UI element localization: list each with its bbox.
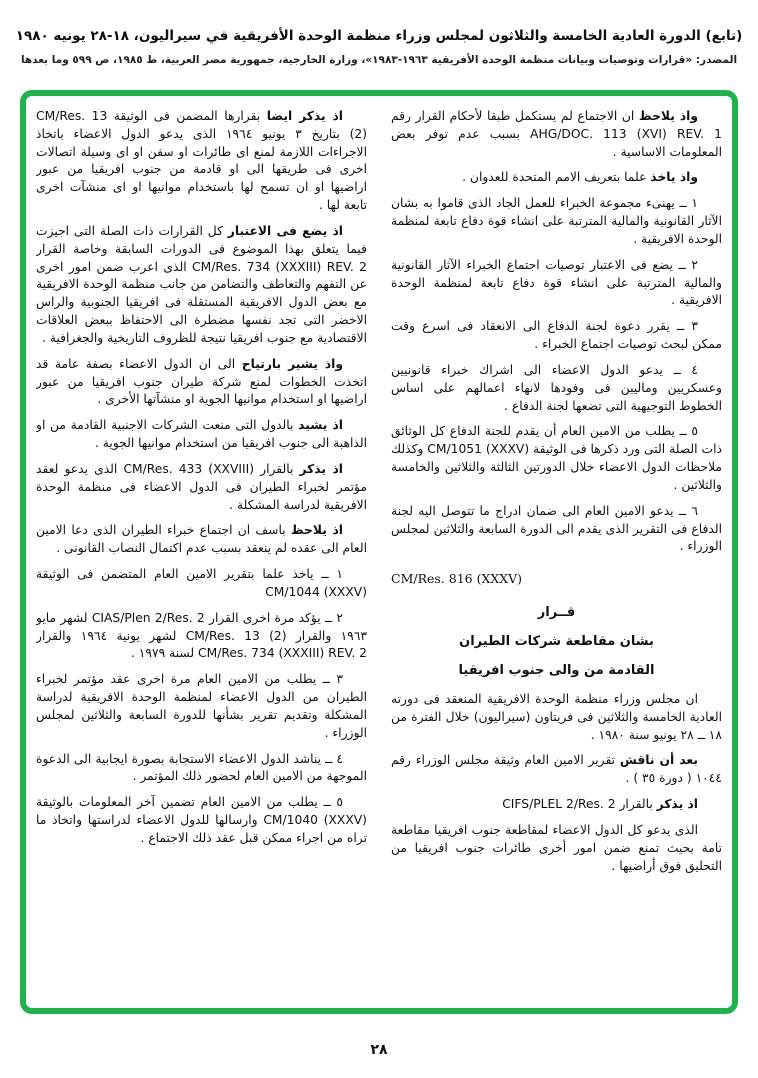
paragraph-lead: اذ يضع فى الاعتبار — [227, 223, 343, 238]
paragraph-text: ٣ ــ يطلب من الامين العام مرة اخرى عقد مؤتمر لخبراء الطيران من الدول الاعضاء لمنظمة الوحدة الافريقية لدراسة المشكلة وتقديم تقرير بشأنها للدورة السابعة والثلاثين لمجلس الوزراء . — [36, 672, 367, 740]
paragraph-text: ٥ ــ يطلب من الامين العام أن يقدم للجنة الدفاع كل الوثائق ذات الصلة التى ورد ذكرها فى الوثيقة CM/1051 (XXXV) وكذلك ملاحظات الدول الاعضاء خلال الدورتين الثالثة والثلاثين والخامسة والثلاثين . — [391, 424, 722, 492]
paragraph-text: ٤ ــ يدعو الدول الاعضاء الى اشراك خبراء قانونيين وعسكريين وماليين فى وفودها لانهاء اعمالهم على اساس الخطوط التوجيهية التى تضعها لجنة الدفاع . — [391, 362, 722, 413]
paragraph-text: ٤ ــ يناشد الدول الاعضاء الاستجابة بصورة ايجابية الى الدعوة الموجهة من الامين العام لحضور ذلك المؤتمر . — [36, 751, 367, 784]
paragraph-text: CM/Res. 816 (XXXV) — [391, 571, 523, 587]
paragraph — [36, 610, 367, 663]
paragraph-text: بقرارها المضمن فى الوثيقة CM/Res. 13 (2) بتاريخ ٣ يونيو ١٩٦٤ الذى يدعو الدول الاعضاء باتخاذ الاجراءات اللازمة لمنع اى طائرات او سفن او اى وسيلة اتصالات اخرى فى طريقها الى او قادمة من جنوب افريقيا من عبور اراضيها او ان تسمح لها باستخدام موانيها او اى منشآت اخرى تابعة لها . — [36, 109, 367, 213]
page-number: ٢٨ — [370, 1042, 388, 1058]
document-header-title: (تابع) الدورة العادية الخامسة والثلاثون لمجلس وزراء منظمة الوحدة الأفريقية في سيراليون، ١٨-٢٨ يونيه ١٩٨٠ — [15, 28, 743, 44]
paragraph-lead: واذ ياخذ — [650, 170, 698, 185]
paragraph — [36, 751, 367, 787]
resolution-heading — [391, 633, 722, 652]
paragraph-lead: واذ يشير بارتياح — [241, 356, 343, 371]
paragraph-text: علما بتعريف الامم المتحدة للعدوان . — [462, 170, 651, 185]
paragraph — [391, 796, 722, 814]
paragraph-lead: اذ يذكر ايضا — [266, 109, 343, 123]
paragraph-lead: اذ يشيد — [298, 418, 343, 433]
paragraph-text: ١ ــ يهنىء مجموعة الخبراء للعمل الجاد الذى قاموا به بشان الآثار القانونية والمالية المترتبة على انشاء قوة دفاع تابعة لمنظمة الوحدة الافريقية . — [391, 196, 722, 246]
paragraph — [391, 169, 722, 187]
paragraph-text: ٢ ــ يؤكد مرة اخرى القرار CIAS/Plen 2/Res. 2 لشهر مايو ١٩٦٣ والقرار CM/Res. 13 (2) لشهر يونية ١٩٦٤ والقرار CM/Res. 734 (XXXIII) REV. 2 لسنة ١٩٧٩ . — [36, 610, 367, 661]
paragraph — [391, 318, 722, 354]
paragraph — [36, 356, 367, 409]
document-header-source: المصدر: «قرارات وتوصيات وبيانات منظمة الوحدة الأفريقية ١٩٦٣-١٩٨٣»، وزارة الخارجية، جمهورية مصر العربية، ط ١٩٨٥، ص ٥٩٩ وما بعدها — [20, 54, 738, 66]
paragraph — [36, 461, 367, 514]
paragraph-lead: اذ يلاحظ — [290, 523, 343, 538]
resolution-heading — [391, 604, 722, 623]
paragraph-text: بالدول التى منعت الشركات الاجنبية القادمة من او الذاهبة الى جنوب افريقيا من استخدام موانيها الجوية . — [36, 418, 367, 451]
paragraph — [391, 691, 722, 744]
column-left — [36, 108, 367, 998]
document-columns — [36, 108, 722, 998]
paragraph — [36, 522, 367, 558]
paragraph-text: ٥ ــ يطلب من الامين العام تضمين آخر المعلومات بالوثيقة CM/1040 (XXXV) وارسالها للدول الاعضاء لدراستها واتخاذ ما تراه من اجراء ممكن قبل عقد ذلك الاجتماع . — [36, 795, 367, 845]
paragraph-text: ١ ــ ياخذ علما بتقرير الامين العام المتضمن فى الوثيقة CM/1044 (XXXV) — [36, 567, 367, 599]
paragraph — [36, 223, 367, 348]
paragraph — [391, 257, 722, 310]
paragraph-text: بالقرار CIFS/PLEL 2/Res. 2 — [502, 797, 657, 812]
paragraph — [36, 417, 367, 453]
paragraph-text: ان الاجتماع لم يستكمل طبقا لأحكام القرار رقم AHG/DOC. 113 (XVI) REV. 1 بسبب عدم توفر بعض المعلومات الاساسية . — [391, 109, 722, 159]
paragraph-text: ٦ ــ يدعو الامين العام الى ضمان ادراج ما تتوصل اليه لجنة الدفاع فى التقرير الذى يقدم الى الدورة السابعة والثلاثين لمجلس الوزراء . — [391, 503, 722, 554]
resolution-code — [391, 570, 722, 588]
paragraph — [391, 362, 722, 415]
paragraph-text: ٣ ــ يقرر دعوة لجنة الدفاع الى الانعقاد فى اسرع وقت ممكن لبحث توصيات اجتماع الخبراء . — [391, 319, 722, 352]
paragraph-text: ٢ ــ يضع فى الاعتبار توصيات اجتماع الخبراء الآثار القانونية والمالية المترتبة على انشاء قوة دفاع تابعة لمنظمة الوحدة الافريقية . — [391, 257, 722, 308]
column-right — [391, 108, 722, 998]
paragraph — [391, 195, 722, 248]
paragraph — [391, 822, 722, 875]
paragraph — [36, 671, 367, 742]
paragraph-text: الى ان الدول الاعضاء بصفة عامة قد اتخذت الخطوات لمنع شركة طيران جنوب افريقيا من عبور اراضيها او استخدام موانيها الجوية او منشآتها الأخرى . — [36, 356, 367, 407]
paragraph — [391, 752, 722, 788]
paragraph-text: ان مجلس وزراء منظمة الوحدة الافريقية المنعقد فى دورته العادية الخامسة والثلاثين فى فريتاون (سيراليون) خلال الفترة من ١٨ ــ ٢٨ يونيو سنة ١٩٨٠ . — [391, 691, 722, 742]
paragraph — [391, 108, 722, 161]
paragraph-lead: بعد أن ناقش — [619, 753, 698, 768]
paragraph — [36, 108, 367, 215]
paragraph-text: بالقرار CM/Res. 433 (XXVIII) الذى يدعو لعقد مؤتمر لخبراء الطيران فى الدول الاعضاء فى منظمة الوحدة الافريقية لدراسة المشكلة . — [36, 461, 367, 512]
paragraph-text: قــرار — [537, 605, 576, 621]
paragraph-text: القادمة من والى جنوب افريقيا — [458, 663, 655, 679]
paragraph — [36, 794, 367, 847]
paragraph-text: بشان مقاطعة شركات الطيران — [459, 634, 654, 650]
paragraph-lead: اذ يذكر — [299, 461, 344, 476]
paragraph-text: تقرير الامين العام وثيقة مجلس الوزراء رقم ١٠٤٤ ( دورة ٣٥ ) . — [391, 753, 722, 786]
paragraph — [391, 503, 722, 556]
document-frame — [20, 90, 738, 1014]
resolution-heading — [391, 662, 722, 681]
paragraph-text: كل القرارات ذات الصلة التى اجيزت فيما يتعلق بهذا الموضوع فى الدورات السابقة وخاصة القرار CM/Res. 734 (XXXIII) REV. 2 الذى اعرب ضمن امور اخرى عن التفهم والتعاطف والتضامن من جانب منظمة الوحدة الافريقية مع بعض الدول الافريقية المستقلة فى افريقيا الجنوبية والراس الاخضر التى تجد نفسها مضطرة الى الاحتفاظ ببعض العلاقات الاقتصادية مع جنوب افريقيا نتيجة للظروف التاريخية والجغرافية . — [36, 223, 367, 345]
paragraph — [391, 423, 722, 494]
paragraph — [36, 566, 367, 602]
paragraph-lead: اذ يذكر — [656, 797, 698, 812]
paragraph-text: باسف ان اجتماع خبراء الطيران الذى دعا الامين العام الى عقده لم ينعقد بسبب عدم اكتمال النصاب القانونى . — [36, 523, 367, 556]
paragraph-text: الذى يدعو كل الدول الاعضاء لمقاطعة جنوب افريقيا مقاطعة تامة بحيث تمنع ضمن امور أخرى طائرات جنوب افريقيا من التحليق فوق أراضيها . — [391, 822, 722, 873]
paragraph-lead: واذ يلاحظ — [638, 109, 698, 123]
